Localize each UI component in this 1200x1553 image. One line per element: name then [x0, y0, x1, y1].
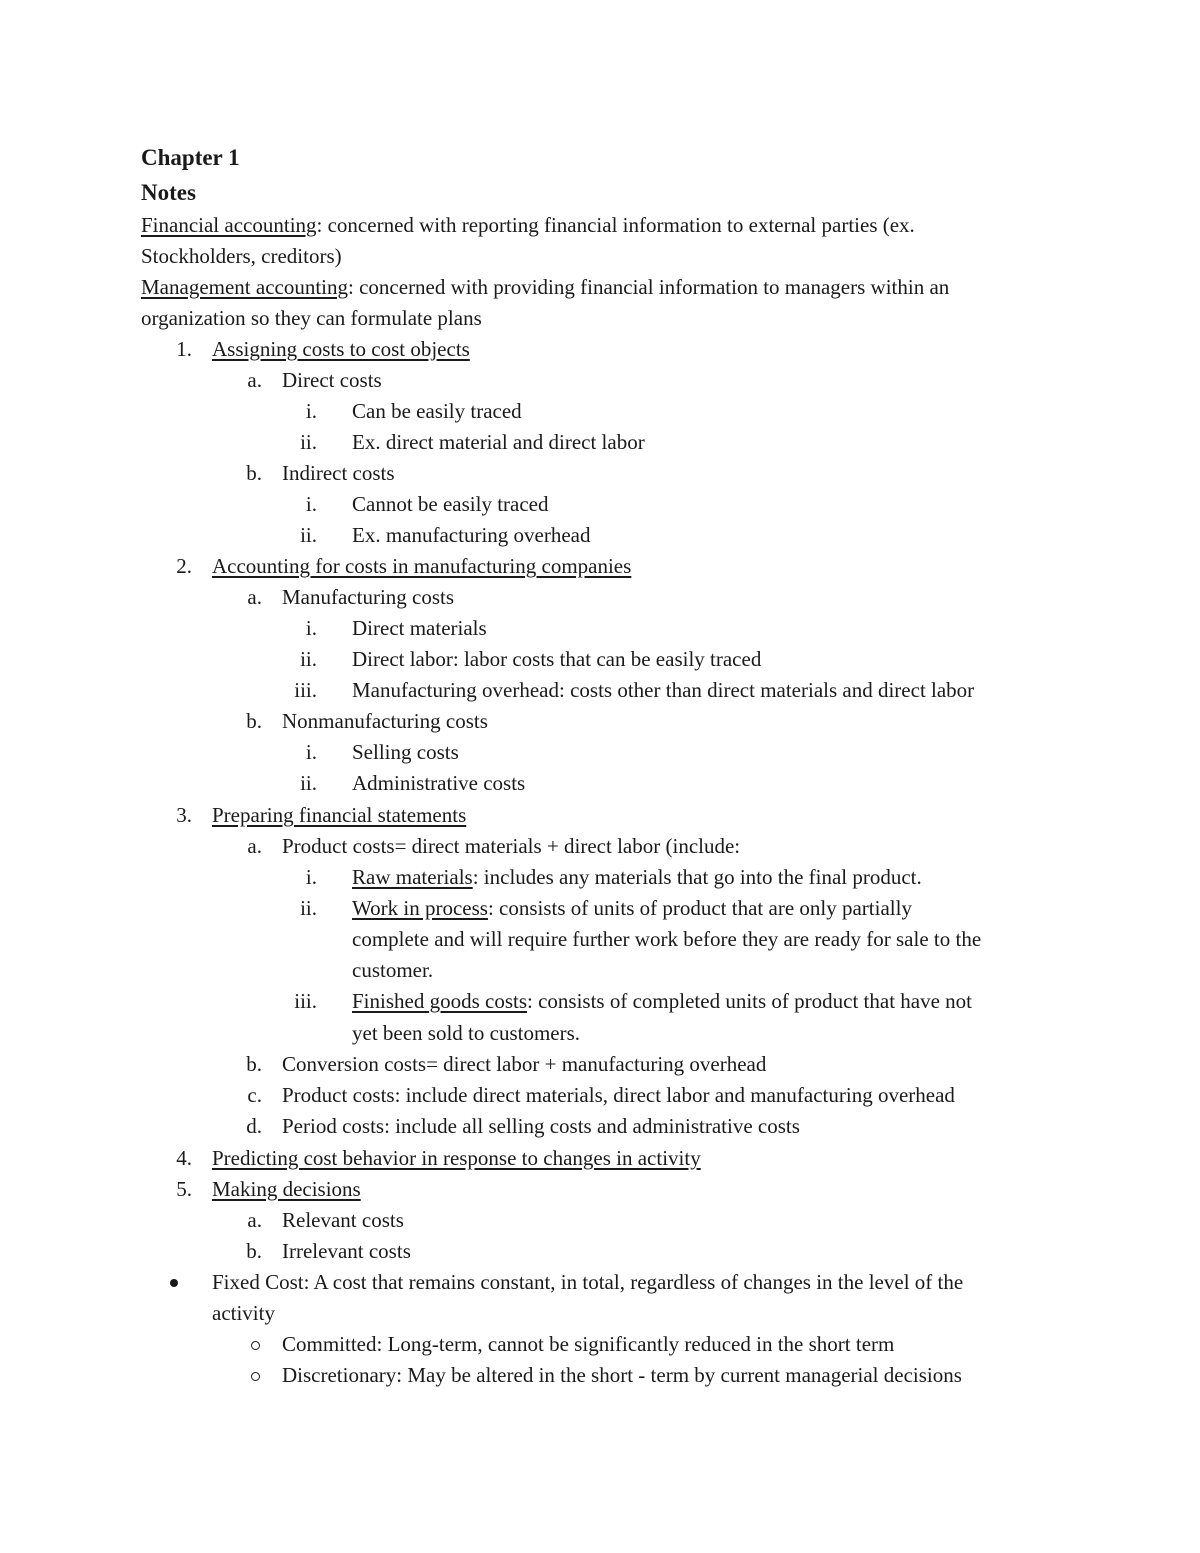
management-accounting-definition: [141, 272, 949, 303]
list-number-5: 5.: [176, 1177, 192, 1201]
list-number-2: 2.: [176, 554, 192, 578]
section-1-item-a-i: Can be easily traced: [352, 399, 522, 423]
list-number-3: 3.: [176, 803, 192, 827]
bullet-icon: [170, 1279, 178, 1287]
management-accounting-text: : concerned with providing financial information to managers within an: [348, 275, 950, 299]
section-1-item-a-ii: Ex. direct material and direct labor: [352, 430, 645, 454]
management-accounting-term: Management accounting: [141, 275, 349, 299]
list-number-1: 1.: [176, 337, 192, 361]
list-letter-a: a.: [247, 834, 262, 858]
list-roman-iii: iii.: [294, 678, 317, 702]
section-2-item-b-ii: Administrative costs: [352, 771, 526, 795]
section-5-title: Making decisions: [212, 1177, 361, 1201]
finished-goods-term: Finished goods costs: [352, 989, 528, 1013]
finished-goods-text-cont: yet been sold to customers.: [352, 1021, 581, 1045]
section-2-item-a-i: Direct materials: [352, 616, 487, 640]
section-3-item-a-i: [352, 862, 922, 893]
work-in-process-text-end: customer.: [352, 958, 434, 982]
section-4-title: Predicting cost behavior in response to changes in activity: [212, 1146, 701, 1170]
hollow-bullet-icon: [251, 1372, 260, 1381]
section-1-item-b-i: Cannot be easily traced: [352, 492, 549, 516]
fixed-cost-definition: Fixed Cost: A cost that remains constant, in total, regardless of changes in the level of the: [212, 1270, 964, 1294]
work-in-process-text-cont: complete and will require further work before they are ready for sale to the: [352, 927, 982, 951]
section-2-item-a-iii: Manufacturing overhead: costs other than direct materials and direct labor: [352, 678, 975, 702]
list-number-4: 4.: [176, 1146, 192, 1170]
discretionary-cost: Discretionary: May be altered in the short - term by current managerial decisions: [282, 1363, 962, 1387]
section-2-item-b: Nonmanufacturing costs: [282, 709, 488, 733]
list-letter-a: a.: [247, 368, 262, 392]
list-roman-ii: ii.: [300, 896, 317, 920]
raw-materials-text: : includes any materials that go into the final product.: [472, 865, 922, 889]
financial-accounting-term: Financial accounting: [141, 213, 317, 237]
section-5-item-a: Relevant costs: [282, 1208, 404, 1232]
notes-heading: Notes: [141, 180, 196, 205]
section-1-item-b-ii: Ex. manufacturing overhead: [352, 523, 591, 547]
list-letter-b: b.: [246, 1239, 262, 1263]
section-5-item-b: Irrelevant costs: [282, 1239, 411, 1263]
raw-materials-term: Raw materials: [352, 865, 473, 889]
financial-accounting-text: : concerned with reporting financial information to external parties (ex.: [316, 213, 915, 237]
list-roman-i: i.: [305, 740, 317, 764]
section-3-title: Preparing financial statements: [212, 803, 467, 827]
hollow-bullet-icon: [251, 1341, 260, 1350]
section-3-item-c: Product costs: include direct materials, direct labor and manufacturing overhead: [282, 1083, 955, 1107]
section-1-item-a: Direct costs: [282, 368, 382, 392]
list-roman-iii: iii.: [294, 989, 317, 1013]
work-in-process-text: : consists of units of product that are only partially: [487, 896, 912, 920]
list-letter-d: d.: [246, 1114, 262, 1138]
finished-goods-text: : consists of completed units of product that have not: [527, 989, 973, 1013]
section-2-title: Accounting for costs in manufacturing companies: [212, 554, 632, 578]
work-in-process-term: Work in process: [352, 896, 488, 920]
list-roman-ii: ii.: [300, 647, 317, 671]
list-letter-b: b.: [246, 709, 262, 733]
list-roman-ii: ii.: [300, 771, 317, 795]
financial-accounting-text-cont: Stockholders, creditors): [141, 244, 342, 268]
list-letter-a: a.: [247, 585, 262, 609]
list-roman-i: i.: [305, 616, 317, 640]
section-3-item-a: Product costs= direct materials + direct labor (include:: [282, 834, 741, 858]
financial-accounting-definition: [141, 210, 915, 241]
committed-cost: Committed: Long-term, cannot be significantly reduced in the short term: [282, 1332, 895, 1356]
list-roman-i: i.: [305, 399, 317, 423]
section-2-item-a: Manufacturing costs: [282, 585, 455, 609]
list-roman-ii: ii.: [300, 523, 317, 547]
section-1-item-b: Indirect costs: [282, 461, 395, 485]
section-3-item-a-iii: [352, 986, 972, 1017]
list-roman-ii: ii.: [300, 430, 317, 454]
management-accounting-text-cont: organization so they can formulate plans: [141, 306, 482, 330]
list-letter-b: b.: [246, 1052, 262, 1076]
list-letter-c: c.: [247, 1083, 262, 1107]
section-1-title: Assigning costs to cost objects: [212, 337, 470, 361]
list-letter-a: a.: [247, 1208, 262, 1232]
section-2-item-b-i: Selling costs: [352, 740, 459, 764]
section-3-item-a-ii: [352, 893, 912, 924]
chapter-heading: Chapter 1: [141, 145, 240, 170]
list-roman-i: i.: [305, 865, 317, 889]
list-roman-i: i.: [305, 492, 317, 516]
section-3-item-d: Period costs: include all selling costs and administrative costs: [282, 1114, 800, 1138]
list-letter-b: b.: [246, 461, 262, 485]
fixed-cost-definition-cont: activity: [212, 1301, 275, 1325]
section-2-item-a-ii: Direct labor: labor costs that can be easily traced: [352, 647, 762, 671]
section-3-item-b: Conversion costs= direct labor + manufacturing overhead: [282, 1052, 767, 1076]
